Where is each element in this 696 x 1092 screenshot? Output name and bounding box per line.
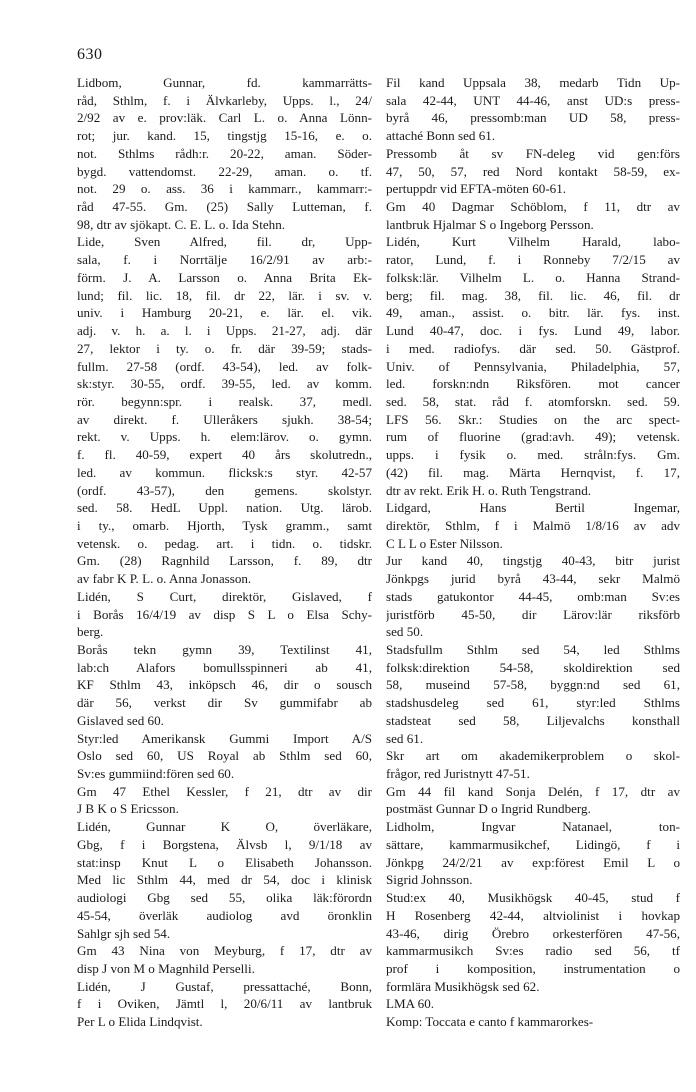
page-number: 630 xyxy=(77,46,103,63)
biography-entry xyxy=(77,818,372,977)
text-line: stads gatukontor 44-45, omb:man Sv:es xyxy=(386,588,680,604)
text-line: not. Sthlms rådh:r. 20-22, aman. Söder- xyxy=(77,145,372,161)
text-line: lab:ch Alafors bomullsspinneri ab 41, xyxy=(77,659,372,675)
text-line: led. forskn:ndn Riksfören. mot cancer xyxy=(386,376,680,392)
text-line: Borås tekn gymn 39, Textilinst 41, xyxy=(77,642,372,657)
biography-entry xyxy=(77,588,372,818)
text-line: sed. 58. HedL Uppl. nation. Utg. lärob. xyxy=(77,500,372,516)
text-line: dtr av rekt. Erik H. o. Ruth Tengstrand. xyxy=(386,482,592,498)
text-line: direktör, Sthlm, f i Malmö 1/8/16 av adv xyxy=(386,517,680,533)
text-line: Lidholm, Ingvar Natanael, ton- xyxy=(386,819,680,835)
biography-entry xyxy=(77,233,372,587)
text-line: 27, lektor i ty. o. fr. där 39-59; stads- xyxy=(77,340,372,356)
text-line: i ty., omarb. Hjorth, Tysk gramm., samt xyxy=(77,517,372,533)
text-line: rör. begynn:spr. i realsk. 37, medl. xyxy=(77,393,372,409)
text-line: prof i komposition, instrumentation o xyxy=(386,960,680,976)
text-line: Jönkpg 24/2/21 av exp:förest Emil L o xyxy=(386,854,680,870)
text-line: sed 61. xyxy=(386,730,424,746)
text-line: råd 47-55. Gm. (25) Sally Lutteman, f. xyxy=(77,199,372,215)
text-line: audiologi Gbg sed 55, olika läk:förordn xyxy=(77,890,372,906)
text-line: folksk:direktion 54-58, skoldirektion sed xyxy=(386,659,680,675)
text-line: 43-46, dirig Örebro orkesterfören 47-56, xyxy=(386,925,680,941)
text-line: frågor, red Juristnytt 47-51. xyxy=(386,766,530,782)
text-line: sala 42-44, UNT 44-46, anst UD:s press- xyxy=(386,92,680,108)
text-line: Styr:led Amerikansk Gummi Import A/S xyxy=(77,730,372,746)
text-line: Gm 43 Nina von Meyburg, f 17, dtr av xyxy=(77,943,372,959)
text-line: KF Sthlm 43, inköpsch 46, dir o sousch xyxy=(77,677,372,693)
text-line: 58, museind 57-58, byggn:nd sed 61, xyxy=(386,677,680,693)
text-line: C L L o Ester Nilsson. xyxy=(386,535,503,551)
text-line: i Borås 16/4/19 av disp S L o Elsa Schy- xyxy=(77,606,372,622)
text-line: 47, 50, 57, red Nord kontakt 58-59, ex- xyxy=(386,163,680,179)
left-column xyxy=(77,74,372,1031)
text-line: Jönkpgs jurid byrå 43-44, sekr Malmö xyxy=(386,571,680,587)
text-line: sed. 58, stat. råd f. atomforskn. sed. 59. xyxy=(386,393,680,409)
text-line: Gm 44 fil kand Sonja Delén, f 17, dtr av xyxy=(386,783,680,799)
text-line: rum of fluorine (grad:avh. 49); vetensk. xyxy=(386,429,680,445)
text-line: Lide, Sven Alfred, fil. dr, Upp- xyxy=(77,234,372,250)
text-line: Lidbom, Gunnar, fd. kammarrätts- xyxy=(77,75,372,90)
text-line: Univ. of Pennsylvania, Philadelphia, 57, xyxy=(386,358,680,374)
text-line: Oslo sed 60, US Royal ab Sthlm sed 60, xyxy=(77,748,372,764)
text-line: f i Oviken, Jämtl l, 20/6/11 av lantbruk xyxy=(77,996,372,1012)
biography-entry xyxy=(386,74,680,233)
text-line: sed 50. xyxy=(386,624,424,640)
text-line: fullm. 27-58 (ordf. 43-54), led. av folk- xyxy=(77,358,372,374)
text-line: disp J von M o Magnhild Perselli. xyxy=(77,960,255,976)
text-line: adj. v. h. a. l. i Upps. 21-27, adj. där xyxy=(77,323,372,339)
text-line: råd, Sthlm, f. i Älvkarleby, Upps. l., 24/ xyxy=(77,92,372,108)
text-line: byrå 46, pressomb:man UD 58, press- xyxy=(386,110,680,126)
text-line: sättare, kammarmusikchef, Lidingö, f i xyxy=(386,836,680,852)
text-line: LFS 56. Skr.: Studies on the arc spect- xyxy=(386,411,680,427)
text-line: lund; fil. lic. 18, fil. dr 22, lär. i sv. v. xyxy=(77,287,372,303)
text-line: förm. J. A. Larsson o. Anna Brita Ek- xyxy=(77,269,372,285)
text-line: Pressomb åt sv FN-deleg vid gen:förs xyxy=(386,145,680,161)
text-line: stadsteat sed 58, Liljevalchs konsthall xyxy=(386,712,680,728)
text-line: Stadsfullm Sthlm sed 54, led Sthlms xyxy=(386,642,680,657)
text-line: rator, Lund, f. i Ronneby 7/2/15 av xyxy=(386,252,680,268)
text-line: f. fl. 40-59, expert 40 års skolutredn., xyxy=(77,447,372,463)
text-line: i med. radiofys. där sed. 50. Gästprof. xyxy=(386,340,680,356)
text-line: Lidén, Gunnar K O, överläkare, xyxy=(77,819,372,835)
text-line: sala, f. i Norrtälje 16/2/91 av arb:- xyxy=(77,252,372,268)
biography-entry xyxy=(77,74,372,233)
text-line: H Rosenberg 42-44, altviolinist i hovkap xyxy=(386,907,680,923)
text-line: univ. i Hamburg 20-21, e. lär. el. vik. xyxy=(77,305,372,321)
text-line: Gm. (28) Ragnhild Larsson, f. 89, dtr xyxy=(77,553,372,569)
text-line: stadshusdeleg sed 61, styr:led Sthlms xyxy=(386,695,680,711)
text-line: attaché Bonn sed 61. xyxy=(386,128,496,144)
text-line: led. av kommun. flicksk:s styr. 42-57 xyxy=(77,464,372,480)
text-line: 2/92 av e. prov:läk. Carl L. o. Anna Lönn- xyxy=(77,110,372,126)
text-line: Lidén, J Gustaf, pressattaché, Bonn, xyxy=(77,978,372,994)
biography-entry xyxy=(77,978,372,1031)
text-line: berg; fil. mag. 38, fil. lic. 46, fil. dr xyxy=(386,287,680,303)
text-line: lantbruk Hjalmar S o Ingeborg Persson. xyxy=(386,216,594,232)
text-line: upps. i fysik o. med. stråln:fys. Gm. xyxy=(386,447,680,463)
text-line: formlära Musikhögsk sed 62. xyxy=(386,978,540,994)
text-line: postmäst Gunnar D o Ingrid Rundberg. xyxy=(386,801,591,817)
text-line: vetensk. o. pedag. art. i tidn. o. tidskr. xyxy=(77,535,372,551)
text-line: not. 29 o. ass. 36 i kammarr., kammarr:- xyxy=(77,181,372,197)
text-line: folksk:lär. Vilhelm L. o. Hanna Strand- xyxy=(386,269,680,285)
text-line: Gm 47 Ethel Kessler, f 21, dtr av dir xyxy=(77,783,372,799)
text-line: Lidén, Kurt Vilhelm Harald, labo- xyxy=(386,234,680,250)
text-line: berg. xyxy=(77,624,104,640)
text-line: Komp: Toccata e canto f kammarorkes- xyxy=(386,1014,594,1030)
text-line: bygd. vattendomst. 22-29, aman. o. tf. xyxy=(77,163,372,179)
text-line: rot; jur. kand. 15, tingstjg 15-16, e. o. xyxy=(77,128,372,144)
text-line: Per L o Elida Lindqvist. xyxy=(77,1014,203,1030)
text-line: Sv:es gummiind:fören sed 60. xyxy=(77,766,235,782)
text-line: Skr art om akademikerproblem o skol- xyxy=(386,748,680,764)
text-line: Gm 40 Dagmar Schöblom, f 11, dtr av xyxy=(386,199,680,215)
text-line: Fil kand Uppsala 38, medarb Tidn Up- xyxy=(386,75,680,90)
text-line: sk:styr. 30-55, ordf. 39-55, led. av komm. xyxy=(77,376,372,392)
text-line: J B K o S Ericsson. xyxy=(77,801,179,817)
biography-entry xyxy=(386,499,680,818)
text-line: Jur kand 40, tingstjg 40-43, bitr jurist xyxy=(386,553,680,569)
text-line: 98, dtr av sjökapt. C. E. L. o. Ida Stehn. xyxy=(77,216,286,232)
text-line: Gislaved sed 60. xyxy=(77,712,164,728)
text-line: LMA 60. xyxy=(386,996,435,1012)
text-line: pertuppdr vid EFTA-möten 60-61. xyxy=(386,181,567,197)
text-line: Lidén, S Curt, direktör, Gislaved, f xyxy=(77,588,372,604)
biography-entry xyxy=(386,818,680,1031)
text-line: Gbg, f i Borgstena, Älvsb l, 9/1/18 av xyxy=(77,836,372,852)
text-line: kammarmusikch Sv:es radio sed 56, tf xyxy=(386,943,680,959)
text-line: Stud:ex 40, Musikhögsk 40-45, stud f xyxy=(386,890,680,906)
text-line: (ordf. 43-57), den gemens. skolstyr. xyxy=(77,482,372,498)
text-line: stat:insp Knut L o Elisabeth Johansson. xyxy=(77,854,372,870)
text-line: 49, aman., assist. o. bitr. lär. fys. inst. xyxy=(386,305,680,321)
text-line: Lund 40-47, doc. i fys. Lund 49, labor. xyxy=(386,323,680,339)
text-line: rekt. v. Upps. h. elem:lärov. o. gymn. xyxy=(77,429,372,445)
text-line: av direkt. f. Ulleråkers sjukh. 38-54; xyxy=(77,411,372,427)
text-line: Sahlgr sjh sed 54. xyxy=(77,925,171,941)
text-line: där 56, verkst dir Sv gummifabr ab xyxy=(77,695,372,711)
text-line: 45-54, överläk audiolog avd öronklin xyxy=(77,907,372,923)
text-line: Med lic Sthlm 44, med dr 54, doc i klinisk xyxy=(77,872,372,888)
text-line: (42) fil. mag. Märta Hernqvist, f. 17, xyxy=(386,464,680,480)
text-line: Sigrid Johnsson. xyxy=(386,872,473,888)
right-column xyxy=(386,74,680,1031)
biography-entry xyxy=(386,233,680,499)
text-line: juristförb 45-50, dir Lärov:lär riksförb xyxy=(386,606,680,622)
text-line: av fabr K P. L. o. Anna Jonasson. xyxy=(77,571,252,587)
text-line: Lidgard, Hans Bertil Ingemar, xyxy=(386,500,680,516)
